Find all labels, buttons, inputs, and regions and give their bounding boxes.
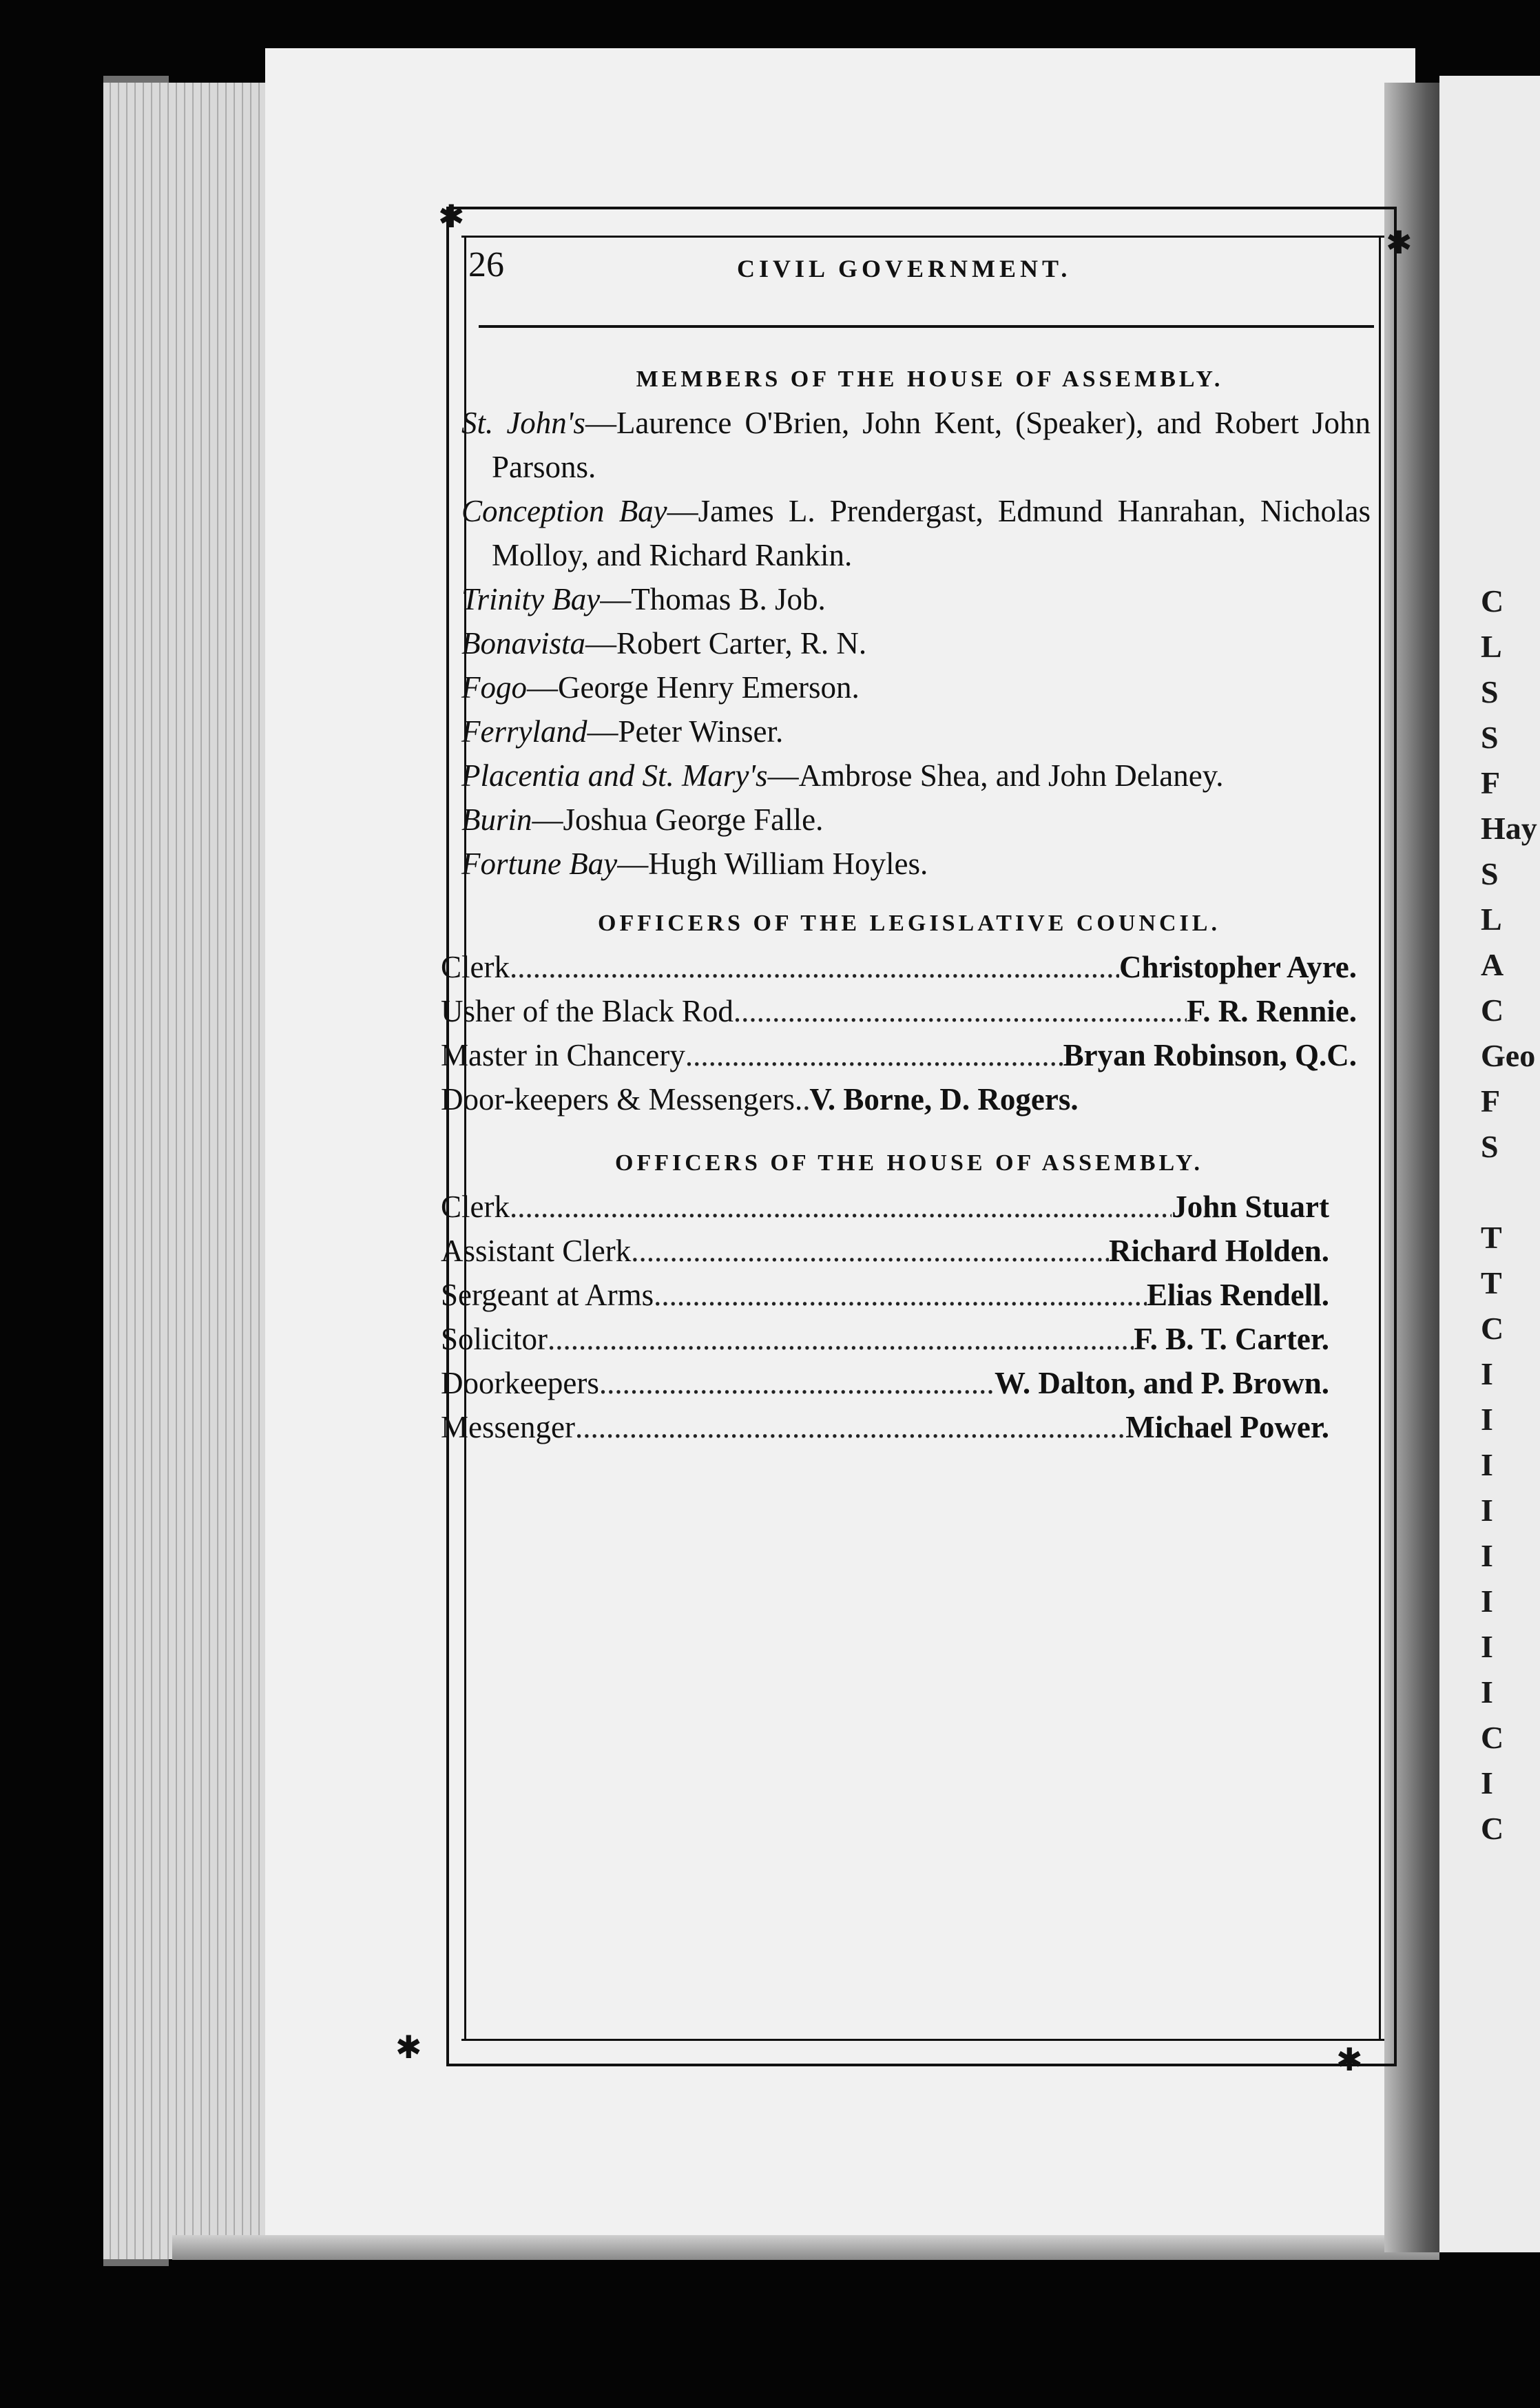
officer-row: Assistant Clerk ..... Richard Holden. (441, 1229, 1329, 1273)
officer-row: Messenger ..... Michael Power. (441, 1405, 1329, 1449)
officer-row: Clerk ..... John Stuart (441, 1185, 1329, 1229)
corner-ornament-top-right: ✱ (1386, 225, 1413, 260)
running-title: CIVIL GOVERNMENT. (737, 255, 1072, 282)
officer-row: Solicitor ..... F. B. T. Carter. (441, 1317, 1329, 1361)
page-content (441, 358, 1377, 1449)
facing-page-text: C L S S F Hay S L A C Geo F S T T C I I I I I I I I C I C (1481, 583, 1537, 1846)
member-entry: Placentia and St. Mary's—Ambrose Shea, and John Delaney. (461, 758, 1224, 793)
officer-row: Sergeant at Arms ..... Elias Rendell. (441, 1273, 1329, 1317)
corner-ornament-bottom-right: ✱ (1336, 2042, 1363, 2077)
officer-row: Doorkeepers ..... W. Dalton, and P. Brown. (441, 1361, 1329, 1405)
stacked-page-edges (103, 83, 282, 2259)
corner-ornament-top-left: ✱ (438, 199, 465, 234)
member-entry: Ferryland—Peter Winser. (461, 714, 784, 749)
officer-row: Usher of the Black Rod ..... F. R. Rennie. (441, 989, 1357, 1033)
member-entry: Bonavista—Robert Carter, R. N. (461, 626, 867, 661)
section-title-members: MEMBERS OF THE HOUSE OF ASSEMBLY. (636, 366, 1224, 392)
header-rule (479, 325, 1374, 328)
member-entry: Fogo—George Henry Emerson. (461, 670, 860, 705)
page-number: 26 (468, 245, 504, 284)
legislative-council-list (441, 945, 1377, 1121)
member-entry: St. John's—Laurence O'Brien, John Kent, (Speaker), and Robert John Parsons. (461, 406, 1371, 484)
member-entry: Fortune Bay—Hugh William Hoyles. (461, 847, 928, 881)
member-entry: Burin—Joshua George Falle. (461, 802, 824, 837)
house-officers-list (441, 1185, 1377, 1449)
members-list (441, 401, 1377, 886)
officer-row: Door-keepers & Messengers. ..... V. Borne, D. Rogers. (441, 1077, 1357, 1121)
book-bottom-edge (172, 2235, 1439, 2260)
corner-ornament-bottom-left: ✱ (395, 2030, 422, 2065)
section-title-legislative-council: OFFICERS OF THE LEGISLATIVE COUNCIL. (598, 911, 1220, 936)
officer-row: Master in Chancery ..... Bryan Robinson, Q.C. (441, 1033, 1357, 1077)
officer-row: Clerk ..... Christopher Ayre. (441, 945, 1357, 989)
member-entry: Trinity Bay—Thomas B. Job. (461, 582, 826, 616)
section-title-house-officers: OFFICERS OF THE HOUSE OF ASSEMBLY. (615, 1150, 1203, 1176)
page-header (468, 245, 1371, 293)
member-entry: Conception Bay—James L. Prendergast, Edmund Hanrahan, Nicholas Molloy, and Richard Rankin. (461, 494, 1371, 572)
